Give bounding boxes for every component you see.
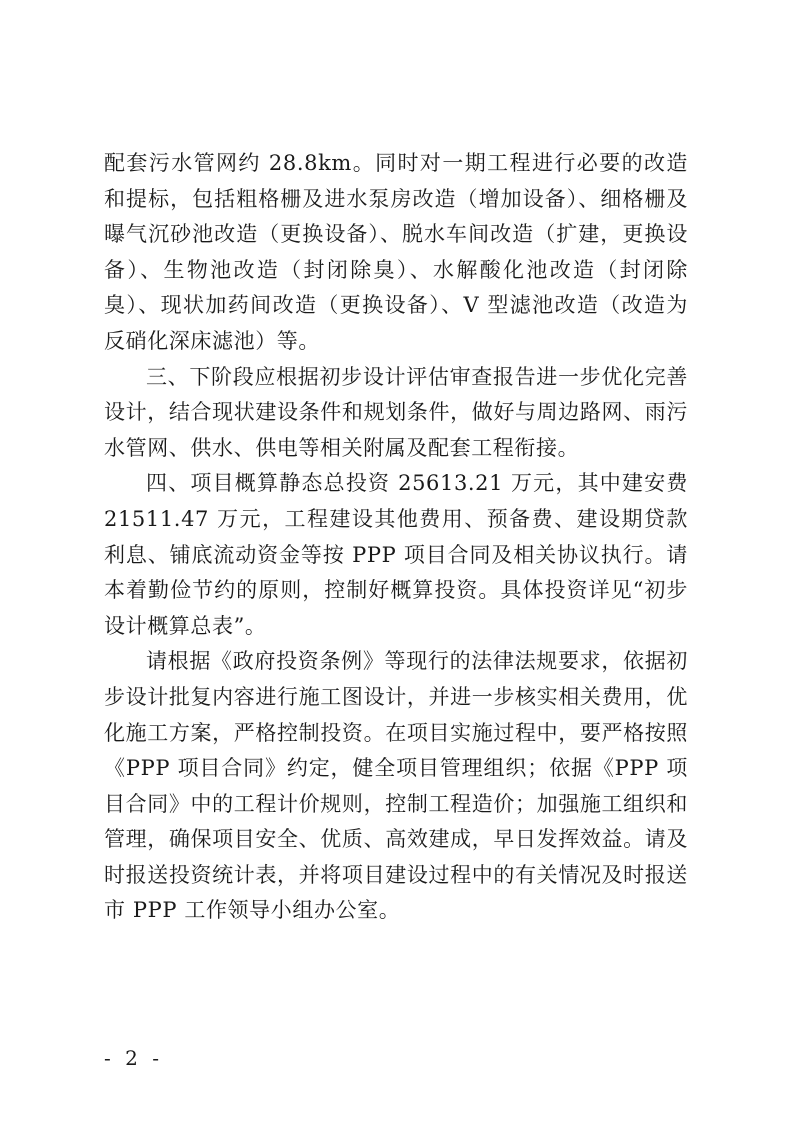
paragraph-section-three: 三、下阶段应根据初步设计评估审查报告进一步优化完善设计，结合现状建设条件和规划条件，做好与周边路网、雨污水管网、供水、供电等相关附属及配套工程衔接。 xyxy=(104,364,688,460)
page-number: - 2 - xyxy=(104,1046,163,1070)
paragraph-continuation: 配套污水管网约 28.8km。同时对一期工程进行必要的改造和提标，包括粗格栅及进水泵房改造（增加设备）、细格栅及曝气沉砂池改造（更换设备）、脱水车间改造（扩建，更换设备）、生物池改造（封闭除臭）、水解酸化池改造（封闭除臭）、现状加药间改造（更换设备）、V 型滤池改造（改造为反硝化深床滤池）等。 xyxy=(104,151,688,353)
paragraph-closing-request: 请根据《政府投资条例》等现行的法律法规要求，依据初步设计批复内容进行施工图设计，并进一步核实相关费用，优化施工方案，严格控制投资。在项目实施过程中，要严格按照《PPP 项目合同》约定，健全项目管理组织；依据《PPP 项目合同》中的工程计价规则，控制工程造价；加强施工组织和管理，确保项目安全、优质、高效建成，早日发挥效益。请及时报送投资统计表，并将项目建设过程中的有关情况及时报送市 PPP 工作领导小组办公室。 xyxy=(104,649,688,923)
document-body xyxy=(104,146,688,929)
paragraph-section-four: 四、项目概算静态总投资 25613.21 万元，其中建安费 21511.47 万元，工程建设其他费用、预备费、建设期贷款利息、铺底流动资金等按 PPP 项目合同及相关协议执行。请本着勤俭节约的原则，控制好概算投资。具体投资详见“初步设计概算总表”。 xyxy=(104,471,688,638)
